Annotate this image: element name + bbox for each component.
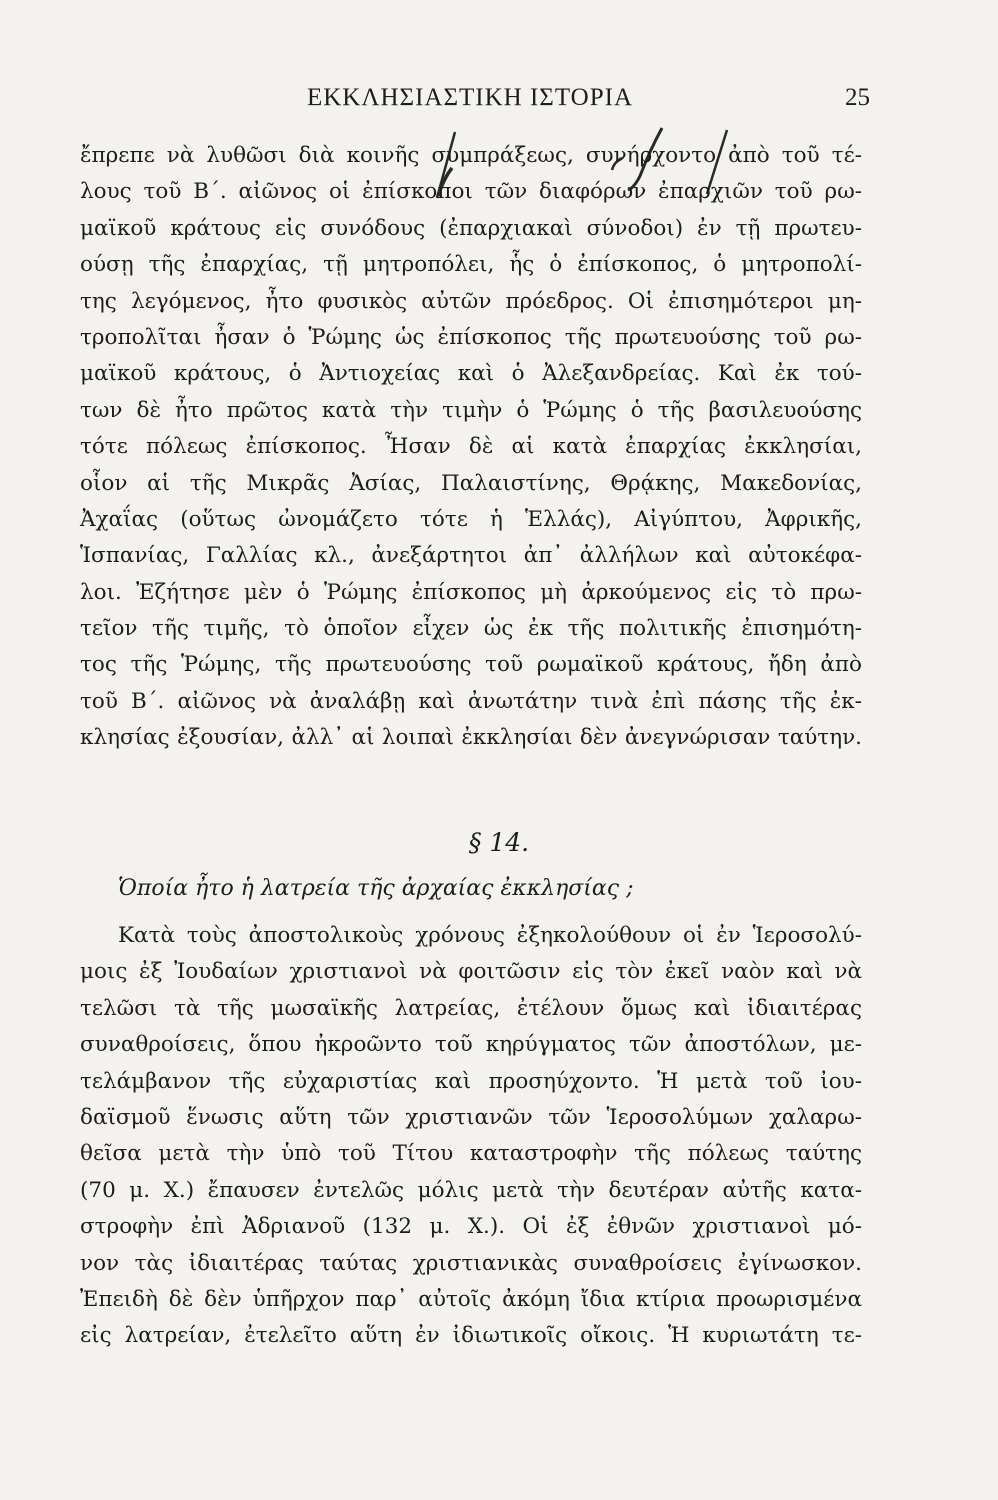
text-line: μαϊκοῦ κράτους, ὁ Ἀντιοχείας καὶ ὁ Ἀλεξανδρείας. Καὶ ἐκ τού- [80,361,862,387]
paragraph-1 [80,138,862,757]
text-line: των δὲ ἦτο πρῶτος κατὰ τὴν τιμὴν ὁ Ῥώμης ὁ τῆς βασιλευούσης [80,397,862,423]
text-line: οἷον αἱ τῆς Μικρᾶς Ἀσίας, Παλαιστίνης, Θρᾴκης, Μακεδονίας, [80,470,862,496]
text-line: τροπολῖται ἦσαν ὁ Ῥώμης ὡς ἐπίσκοπος τῆς πρωτευούσης τοῦ ρω- [80,324,862,350]
section-question: Ὁποία ἦτο ἡ λατρεία τῆς ἀρχαίας ἐκκλησίας ; [118,876,634,901]
text-line: τελάμβανον τῆς εὐχαριστίας καὶ προσηύχοντο. Ἡ μετὰ τοῦ ἰου- [80,1068,862,1094]
text-line: τος τῆς Ῥώμης, τῆς πρωτευούσης τοῦ ρωμαϊκοῦ κράτους, ἤδη ἀπὸ [80,652,862,678]
text-line: μοις ἐξ Ἰουδαίων χριστιανοὶ νὰ φοιτῶσιν εἰς τὸν ἐκεῖ ναὸν καὶ νὰ [80,959,862,985]
text-line: τοῦ Β΄. αἰῶνος νὰ ἀναλάβῃ καὶ ἀνωτάτην τινὰ ἐπὶ πάσης τῆς ἐκ- [80,688,862,714]
text-line: κλησίας ἐξουσίαν, ἀλλ᾿ αἱ λοιπαὶ ἐκκλησίαι δὲν ἀνεγνώρισαν ταύτην. [80,725,862,751]
text-line: της λεγόμενος, ἦτο φυσικὸς αὐτῶν πρόεδρος. Οἱ ἐπισημότεροι μη- [80,288,862,314]
text-line: λοι. Ἐζήτησε μὲν ὁ Ῥώμης ἐπίσκοπος μὴ ἀρκούμενος εἰς τὸ πρω- [80,579,862,605]
text-line: Ἀχαΐας (οὕτως ὠνομάζετο τότε ἡ Ἑλλάς), Αἰγύπτου, Ἀφρικῆς, [80,506,862,532]
text-line: Κατὰ τοὺς ἀποστολικοὺς χρόνους ἐξηκολούθουν οἱ ἐν Ἱεροσολύ- [118,923,862,948]
text-line: Ἱσπανίας, Γαλλίας κλ., ἀνεξάρτητοι ἀπ᾿ ἀλλήλων καὶ αὐτοκέφα- [80,543,862,569]
text-line: δαϊσμοῦ ἕνωσις αὕτη τῶν χριστιανῶν τῶν Ἱεροσολύμων χαλαρω- [80,1104,862,1130]
text-line: συναθροίσεις, ὅπου ἠκροῶντο τοῦ κηρύγματος τῶν ἀποστόλων, με- [80,1032,862,1058]
text-line: τελῶσι τὰ τῆς μωσαϊκῆς λατρείας, ἐτέλουν ὅμως καὶ ἰδιαιτέρας [80,995,862,1021]
text-line: ούσῃ τῆς ἐπαρχίας, τῇ μητροπόλει, ἧς ὁ ἐπίσκοπος, ὁ μητροπολί- [80,252,862,278]
text-line: νον τὰς ἰδιαιτέρας ταύτας χριστιανικὰς συναθροίσεις ἐγίνωσκον. [80,1250,862,1276]
text-line: τότε πόλεως ἐπίσκοπος. Ἦσαν δὲ αἱ κατὰ ἐπαρχίας ἐκκλησίαι, [80,434,862,460]
text-line: στροφὴν ἐπὶ Ἀδριανοῦ (132 μ. Χ.). Οἱ ἐξ ἐθνῶν χριστιανοὶ μό- [80,1214,862,1240]
text-line: (70 μ. Χ.) ἔπαυσεν ἐντελῶς μόλις μετὰ τὴν δευτέραν αὐτῆς κατα- [80,1177,862,1203]
running-title: ΕΚΚΛΗΣΙΑΣΤΙΚΗ ΙΣΤΟΡΙΑ [306,84,634,111]
text-line: λους τοῦ Β΄. αἰῶνος οἱ ἐπίσκοποι τῶν διαφόρων ἐπαρχιῶν τοῦ ρω- [80,179,862,205]
text-line: ἔπρεπε νὰ λυθῶσι διὰ κοινῆς συμπράξεως, συνήρχοντο ἀπὸ τοῦ τέ- [80,143,862,168]
text-line: Ἐπειδὴ δὲ δὲν ὑπῆρχον παρ᾿ αὐτοῖς ἀκόμη ἴδια κτίρια προωρισμένα [80,1286,862,1312]
text-line: θεῖσα μετὰ τὴν ὑπὸ τοῦ Τίτου καταστροφὴν τῆς πόλεως ταύτης [80,1141,862,1167]
paragraph-2 [80,918,862,1355]
text-line: μαϊκοῦ κράτους εἰς συνόδους (ἐπαρχιακαὶ σύνοδοι) ἐν τῇ πρωτευ- [80,215,862,241]
text-line: τεῖον τῆς τιμῆς, τὸ ὁποῖον εἶχεν ὡς ἐκ τῆς πολιτικῆς ἐπισημότη- [80,616,862,642]
section-heading: § 14. [468,828,530,857]
text-line: εἰς λατρείαν, ἐτελεῖτο αὕτη ἐν ἰδιωτικοῖς οἴκοις. Ἡ κυριωτάτη τε- [80,1323,862,1349]
page-number: 25 [845,84,870,111]
